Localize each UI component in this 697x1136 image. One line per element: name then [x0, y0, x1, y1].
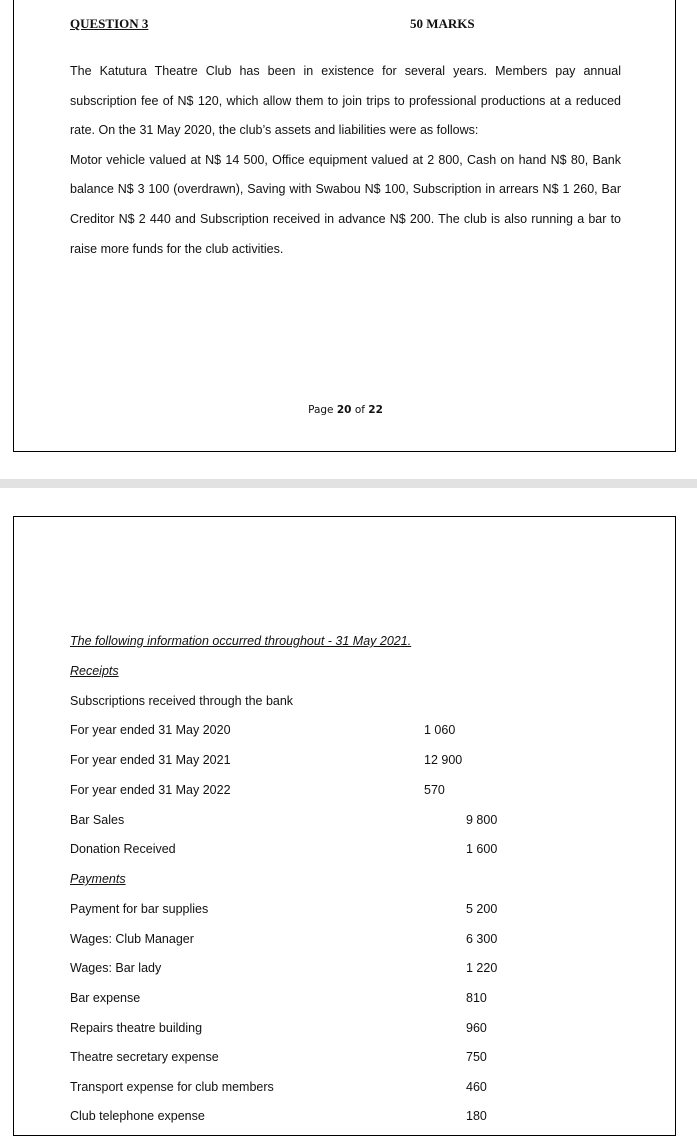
page-separator [0, 479, 697, 488]
row-amount: 460 [466, 1080, 487, 1094]
row-amount: 9 800 [466, 813, 498, 827]
row-label: Wages: Bar lady [70, 961, 162, 975]
row-amount: 1 060 [424, 723, 456, 737]
row-label: For year ended 31 May 2021 [70, 753, 231, 767]
row-amount: 12 900 [424, 753, 463, 767]
row-amount: 810 [466, 991, 487, 1005]
row-label: For year ended 31 May 2020 [70, 723, 231, 737]
page-current: 20 [336, 404, 352, 416]
receipts-heading: Receipts [70, 664, 119, 678]
row-amount: 180 [466, 1109, 487, 1123]
row-label: Payment for bar supplies [70, 902, 209, 916]
document-page-21 [13, 516, 676, 1136]
row-label: Transport expense for club members [70, 1080, 274, 1094]
row-label: Theatre secretary expense [70, 1050, 219, 1064]
question-text [70, 57, 621, 264]
row-amount: 5 200 [466, 902, 498, 916]
row-label: Bar expense [70, 991, 141, 1005]
row-amount: 960 [466, 1021, 487, 1035]
page-prefix: Page [308, 404, 337, 416]
row-label: Club telephone expense [70, 1109, 205, 1123]
page-number [14, 404, 677, 416]
row-label: For year ended 31 May 2022 [70, 783, 231, 797]
row-amount: 6 300 [466, 932, 498, 946]
row-label: Bar Sales [70, 813, 125, 827]
intro-heading: The following information occurred throughout - 31 May 2021. [70, 634, 412, 648]
page-total: 22 [368, 404, 383, 416]
page-of: of [351, 404, 369, 416]
row-amount: 1 600 [466, 842, 498, 856]
row-label: Wages: Club Manager [70, 932, 194, 946]
subscriptions-heading: Subscriptions received through the bank [70, 694, 294, 708]
document-page-20 [13, 0, 676, 452]
payments-heading: Payments [70, 872, 126, 886]
paragraph-assets: Motor vehicle valued at N$ 14 500, Office equipment valued at 2 800, Cash on hand N$ 80, Bank balance N$ 3 100 (overdrawn), Saving with Swabou N$ 100, Subscription in arrears N$ 1 260, Bar Creditor N$ 2 440 and Subscription received in advance N$ 200. The club is also running a bar to raise more funds for the club activities. [70, 152, 621, 256]
row-amount: 1 220 [466, 961, 498, 975]
row-amount: 570 [424, 783, 445, 797]
question-label: QUESTION 3 [70, 16, 149, 31]
row-label: Donation Received [70, 842, 176, 856]
row-amount: 750 [466, 1050, 487, 1064]
paragraph-intro: The Katutura Theatre Club has been in existence for several years. Members pay annual subscription fee of N$ 120, which allow them to join trips to professional productions at a reduced rate. On the 31 May 2020, the club’s assets and liabilities were as follows: [70, 64, 621, 138]
marks-label: 50 MARKS [410, 16, 475, 31]
row-label: Repairs theatre building [70, 1021, 203, 1035]
